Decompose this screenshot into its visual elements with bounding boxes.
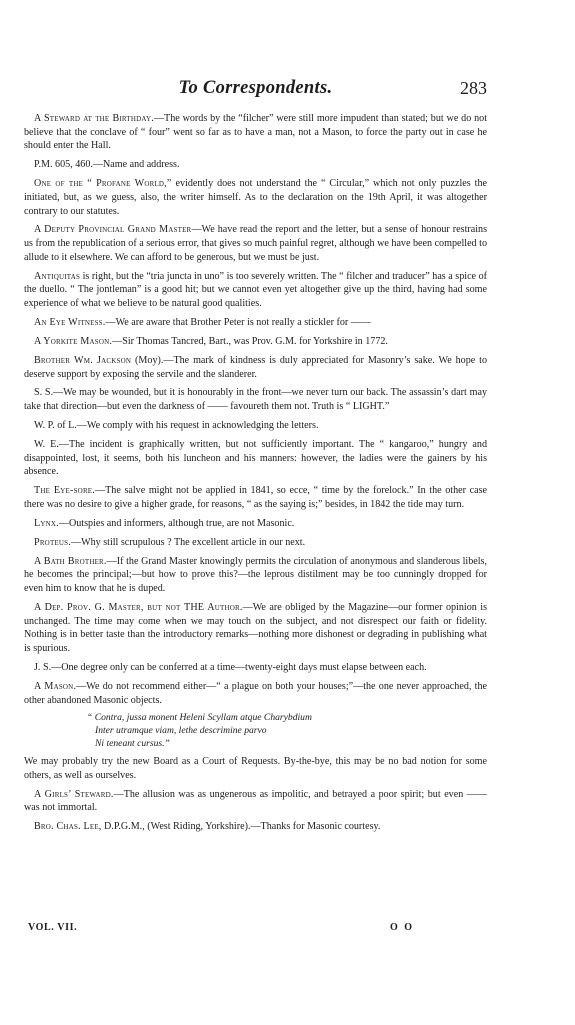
entry-ss: [24, 386, 487, 413]
volume-label: VOL. VII.: [28, 922, 78, 933]
entry-eye-witness: [24, 316, 487, 330]
entry-court-of-requests: [24, 755, 487, 782]
entry-pm-605: [24, 158, 487, 172]
entry-heading: A Mason.: [34, 680, 77, 692]
entry-wm-jackson: [24, 354, 487, 381]
entry-heading: Antiquitas: [34, 270, 81, 282]
running-title: To Correspondents.: [178, 78, 333, 98]
entry-chas-lee: [24, 820, 487, 834]
entry-heading: Lynx.: [34, 517, 59, 529]
entry-text: D.P.G.M., (West Riding, Yorkshire).—Thanks for Masonic courtesy.: [101, 821, 381, 833]
entry-text: —Sir Thomas Tancred, Bart., was Prov. G.M. for Yorkshire in 1772.: [112, 335, 388, 347]
entry-we: [24, 438, 487, 479]
entry-proteus: [24, 536, 487, 550]
page-header: [24, 78, 487, 104]
entry-text: —The words by the “filcher” were still more impudent than stated; but we do not believe that the conclave of “ four” went so far as to have a man, not a Mason, to force the party out in case he should enter the Hall.: [24, 113, 487, 152]
entry-steward-birthday: [24, 112, 487, 153]
entry-text: —Why still scrupulous ? The excellent article in our next.: [70, 536, 306, 548]
quote-line: Inter utramque viam, lethe descrimine parvo: [95, 724, 267, 736]
entry-heading: A Bath Brother.: [34, 555, 107, 567]
page-number: 283: [460, 78, 487, 98]
entry-text: —We have read the report and the letter, but a sense of honour restrains us from the republication of a serious error, that gives so much painful regret, although we have been compelled to allude to it elsewhere. We can afford to be generous, but we must be just.: [24, 224, 488, 263]
entry-heading: Brother Wm. Jackson: [34, 354, 132, 366]
entry-profane-world: [24, 177, 487, 218]
quote-line: “ Contra, jussa monent Heleni Scyllam atque Charybdium: [87, 712, 312, 724]
entry-heading: A Girls’ Steward.: [34, 788, 114, 800]
entry-text: —We are obliged by the Magazine—our former opinion is unchanged. The time may come when we may touch on the subject, and not disrespect our faith or fidelity. Nothing is in better taste than the introductory remarks—nothing more dishonest or degrading in publishing what is spurious.: [24, 601, 487, 655]
entry-heading: Proteus.: [34, 536, 71, 548]
entry-heading: A Dep. Prov. G. Master, but not THE Author.: [34, 601, 243, 613]
quote-line: Ni teneant cursus.”: [95, 737, 170, 749]
entry-text: evidently does not understand the “ Circular,” which not only puzzles the initiated, but, as we guess, also, the writer himself. As to the declaration on the 19th April, it was altogether contrary to our statutes.: [24, 178, 488, 217]
entry-text: is right, but the “tria juncta in uno” is too severely written. The “ filcher and traducer” has a spice of the duello. “ The jontleman” is a good hit; but we cannot even yet altogether give up the third, having had some experience of what we believe to be natural good qualities.: [24, 270, 487, 310]
entry-js: [24, 661, 487, 675]
entry-heading: A Yorkite Mason.: [34, 335, 113, 347]
entry-yorkite-mason: [24, 335, 487, 349]
entry-antiquitas: [24, 270, 487, 311]
entry-eye-sore: [24, 484, 487, 511]
entry-wp-of-l: [24, 419, 487, 433]
entry-text: —We do not recommend either—“ a plague on both your houses;”—the one never approached, the other abandoned Masonic objects.: [24, 680, 487, 706]
entry-heading: The Eye-sore.: [34, 485, 96, 497]
entry-a-mason: [24, 680, 487, 707]
correspondents-column: [24, 112, 487, 839]
entry-heading: One of the “ Profane World,”: [34, 178, 172, 190]
entry-girls-steward: [24, 788, 487, 815]
entry-text: J. S.—One degree only can be conferred at a time—twenty-eight days must elapse between each.: [34, 661, 427, 673]
entry-text: —Outspies and informers, although true, are not Masonic.: [58, 517, 295, 529]
page-footer: [24, 922, 487, 938]
entry-heading: A Deputy Provincial Grand Master: [34, 224, 192, 236]
signature-mark: O O: [390, 922, 415, 933]
entry-text: —The salve might not be applied in 1841, so ecce, “ time by the forelock.” In the other case there was no desire to give a higher grade, for reasons, “ as the saying is;” besides, in 1842 the tide may turn.: [24, 485, 487, 510]
entry-lynx: [24, 517, 487, 531]
entry-text: P.M. 605, 460.—Name and address.: [34, 159, 180, 171]
entry-heading: A Steward at the Birthday.: [34, 113, 154, 124]
entry-text: —We are aware that Brother Peter is not really a stickler for ——: [105, 317, 371, 329]
latin-quotation: [87, 712, 487, 750]
entry-text: —The allusion was as ungenerous as impolitic, and betrayed a poor spirit; but even —— was not immortal.: [24, 788, 487, 814]
entry-text: W. E.—The incident is graphically written, but not sufficiently important. The “ kangaroo,” hungry and disappointed, lost, it seems, both his luncheon and his manners: however, the ladies were the gainers by his absence.: [24, 438, 487, 478]
entry-text: (Moy).—The mark of kindness is duly appreciated for Masonry’s sake. We hope to deserve support by exposing the servile and the slanderer.: [24, 354, 488, 380]
entry-text: W. P. of L.—We comply with his request in acknowledging the letters.: [34, 420, 319, 432]
entry-deputy-grand-master: [24, 223, 487, 264]
entry-dep-prov-master: [24, 601, 487, 656]
entry-bath-brother: [24, 555, 487, 596]
entry-heading: Bro. Chas. Lee,: [34, 821, 102, 833]
entry-text: We may probably try the new Board as a Court of Requests. By-the-bye, this may be no bad notion for some others, as well as ourselves.: [24, 756, 487, 781]
entry-text: S. S.—We may be wounded, but it is honourably in the front—we never turn our back. The assassin’s dart may take that direction—but even the darkness of —— favoureth them not. Truth is “ LIGHT.”: [24, 387, 487, 413]
entry-text: —If the Grand Master knowingly permits the circulation of anonymous and slanderous libels, he becomes the principal;—but how to prove this?—the leprous distilment may be too cunningly dropped for even him to know that he is duped.: [24, 555, 487, 595]
entry-heading: An Eye Witness.: [34, 317, 106, 329]
